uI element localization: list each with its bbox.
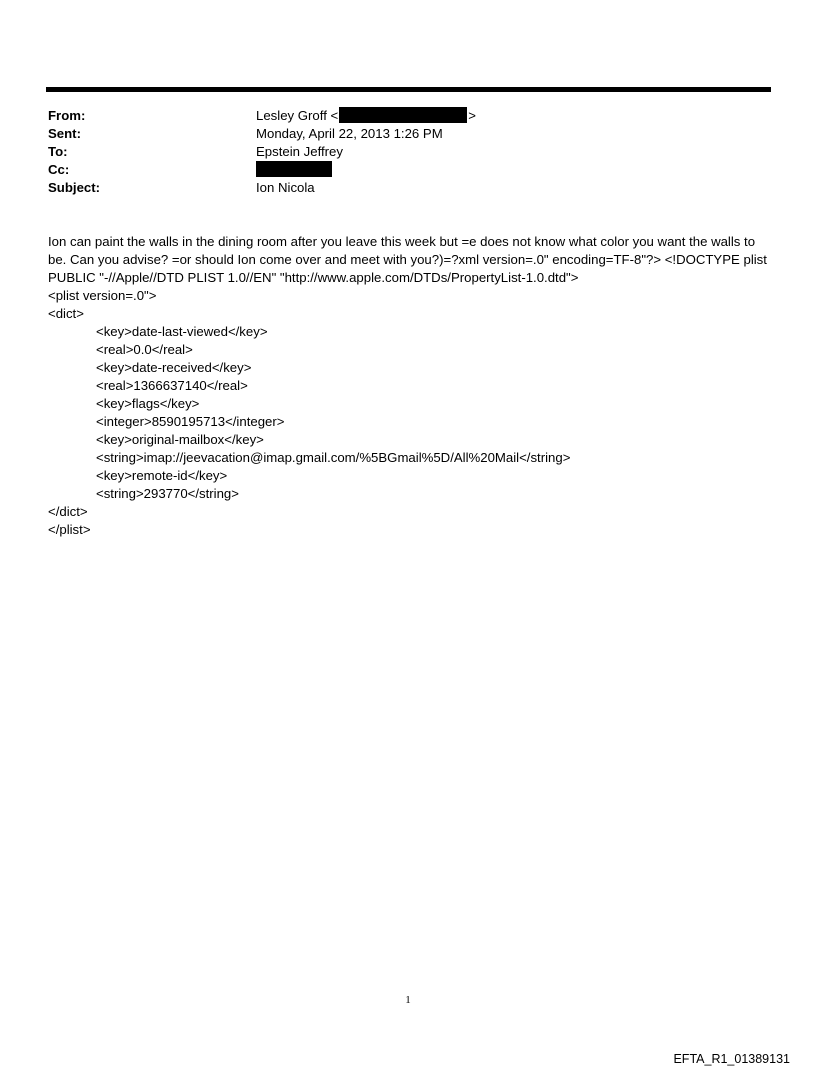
- plist-line: <dict>: [48, 306, 84, 321]
- cc-label: Cc:: [48, 162, 70, 177]
- plist-line: <key>date-received</key>: [96, 360, 252, 375]
- plist-line: <string>imap://jeevacation@imap.gmail.com/%5BGmail%5D/All%20Mail</string>: [96, 450, 571, 465]
- plist-line: <string>293770</string>: [96, 486, 239, 501]
- plist-line: <plist version=.0">: [48, 288, 157, 303]
- plist-line: </dict>: [48, 504, 88, 519]
- plist-line: </plist>: [48, 522, 91, 537]
- plist-line: <key>date-last-viewed</key>: [96, 324, 268, 339]
- plist-lines: [48, 287, 774, 539]
- subject-label: Subject:: [48, 180, 101, 195]
- from-bracket-close: >: [468, 108, 476, 123]
- from-name: Lesley Groff <: [256, 108, 339, 123]
- subject-value: Ion Nicola: [256, 180, 315, 195]
- email-headers: [48, 107, 768, 197]
- to-row: [48, 143, 768, 161]
- to-value: Epstein Jeffrey: [256, 144, 343, 159]
- sent-value: Monday, April 22, 2013 1:26 PM: [256, 126, 443, 141]
- plist-line: <real>1366637140</real>: [96, 378, 248, 393]
- plist-line: <real>0.0</real>: [96, 342, 193, 357]
- document-id: EFTA_R1_01389131: [673, 1052, 790, 1066]
- from-row: [48, 107, 768, 125]
- sent-row: [48, 125, 768, 143]
- plist-line: <key>original-mailbox</key>: [96, 432, 264, 447]
- cc-value: [256, 161, 768, 179]
- plist-line: <key>flags</key>: [96, 396, 200, 411]
- from-value: [256, 107, 768, 125]
- subject-row: [48, 179, 768, 197]
- plist-line: <integer>8590195713</integer>: [96, 414, 285, 429]
- header-divider: [46, 87, 771, 92]
- plist-line: <key>remote-id</key>: [96, 468, 228, 483]
- page-number: 1: [405, 994, 411, 1006]
- to-label: To:: [48, 144, 68, 159]
- body-paragraph: Ion can paint the walls in the dining room after you leave this week but =e does not know what color you want the walls to be. Can you advise? =or should Ion come over and meet with you?)=?xml version=.0" encoding=TF-8"?> <!DOCTYPE plist PUBLIC "-//Apple//DTD PLIST 1.0//EN" "http://www.apple.com/DTDs/PropertyList-1.0.dtd">: [48, 234, 767, 285]
- redacted-email-block: [339, 107, 467, 123]
- redacted-cc-block: [256, 161, 332, 177]
- cc-row: [48, 161, 768, 179]
- sent-label: Sent:: [48, 126, 81, 141]
- from-label: From:: [48, 108, 86, 123]
- email-body: [48, 233, 774, 539]
